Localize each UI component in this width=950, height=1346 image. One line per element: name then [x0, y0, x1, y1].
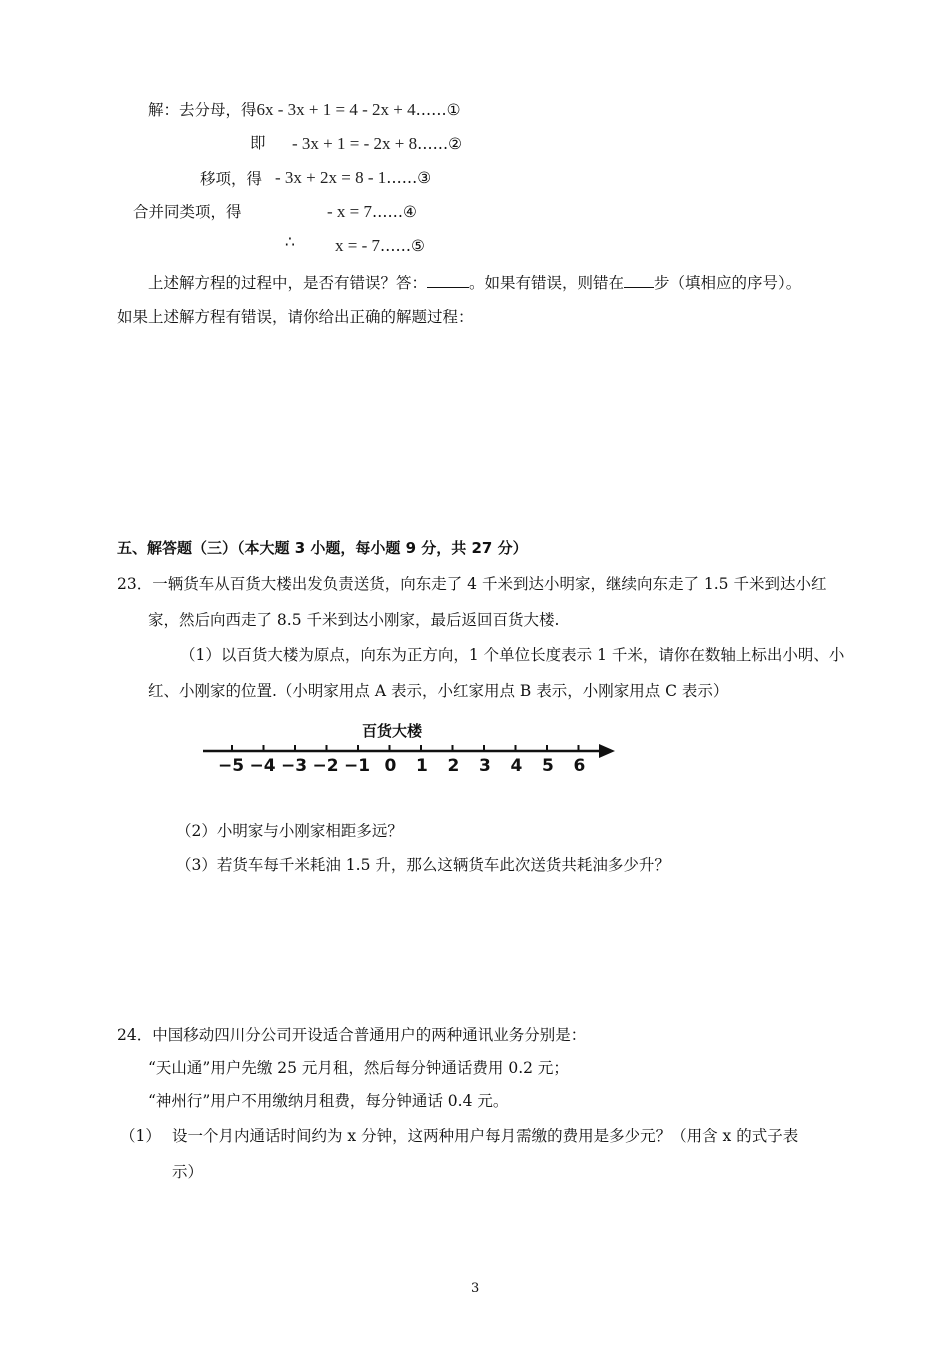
- q24-part1-number: （1）: [120, 1127, 161, 1145]
- solution-line-1: [148, 98, 461, 120]
- equation-3: - 3x + 2x = 8 - 1: [275, 168, 387, 187]
- solution-line-4-math: [327, 202, 417, 222]
- q23-part1-line-1: （1）以百货大楼为原点，向东为正方向，1 个单位长度表示 1 千米，请你在数轴上标出小明、小: [180, 646, 845, 664]
- number-line-arrow: [599, 744, 615, 758]
- solution-step-label: 解：去分母，得: [148, 101, 257, 119]
- q24-part1-line-2: 示）: [172, 1163, 204, 1181]
- tick-label: 3: [479, 756, 491, 776]
- tick-label: 6: [573, 756, 586, 776]
- section-heading: 五、解答题（三）（本大题 3 小题，每小题 9 分，共 27 分）: [117, 539, 528, 557]
- solution-line-5: [285, 233, 295, 251]
- solution-line-5-math: [335, 236, 425, 256]
- equation-4: - x = 7: [327, 202, 372, 221]
- solution-line-2: [250, 131, 266, 153]
- correct-process-prompt: 如果上述解方程有错误，请你给出正确的解题过程：: [117, 308, 474, 326]
- tick-label: −1: [344, 756, 371, 776]
- q23-part2: （2）小明家与小刚家相距多远？: [176, 822, 403, 840]
- equation-5: x = - 7: [335, 236, 380, 255]
- q24-stem-line-3: “神州行”用户不用缴纳月租费，每分钟通话 0.4 元。: [148, 1092, 509, 1110]
- q24-stem-line-2: “天山通”用户先缴 25 元月租，然后每分钟通话费用 0.2 元；: [148, 1059, 569, 1077]
- q23-stem-line-2: 家，然后向西走了 8.5 千米到达小刚家，最后返回百货大楼.: [148, 611, 560, 629]
- q23-part3: （3）若货车每千米耗油 1.5 升，那么这辆货车此次送货共耗油多少升？: [176, 856, 670, 874]
- q23-stem-line-1: 23．一辆货车从百货大楼出发负责送货，向东走了 4 千米到达小明家，继续向东走了 1.5 千米到达小红: [117, 575, 827, 593]
- q24-stem-line-1: 24．中国移动四川分公司开设适合普通用户的两种通讯业务分别是：: [117, 1026, 587, 1044]
- step-marker: ……③: [386, 169, 432, 187]
- equation-1: 6x - 3x + 1 = 4 - 2x + 4: [256, 100, 416, 119]
- solution-line-2-math: [292, 134, 462, 154]
- therefore-symbol: ∴: [285, 233, 295, 251]
- page-number: 3: [471, 1281, 480, 1296]
- q23-part1-line-2: 红、小刚家的位置.（小明家用点 A 表示，小红家用点 B 表示，小刚家用点 C 表示）: [148, 682, 729, 700]
- q24-part1-line-1: 设一个月内通话时间约为 x 分钟，这两种用户每月需缴的费用是多少元？（用含 x 的式子表: [172, 1127, 799, 1145]
- numberline-origin-label: 百货大楼: [362, 722, 423, 740]
- tick-label: 5: [542, 756, 554, 776]
- equation-2: - 3x + 1 = - 2x + 8: [292, 134, 418, 153]
- solution-line-3: [200, 167, 262, 189]
- tick-label: −4: [249, 756, 276, 776]
- tick-label: 1: [416, 756, 428, 776]
- tick-label: −3: [281, 756, 308, 776]
- tick-label: 4: [510, 756, 523, 776]
- solution-line-3-math: [275, 168, 431, 188]
- tick-label: −5: [218, 756, 245, 776]
- step-marker: ……②: [417, 135, 462, 153]
- solution-step-label: 移项，得: [200, 170, 263, 188]
- tick-label: −2: [312, 756, 339, 776]
- answer-blank-2[interactable]: [624, 273, 654, 288]
- solution-line-4: [133, 200, 242, 222]
- answer-blank-1[interactable]: [427, 273, 469, 288]
- step-marker: ……⑤: [380, 237, 425, 255]
- error-question: 上述解方程的过程中，是否有错误？答： 。如果有错误，则错在 步（填相应的序号）。: [148, 274, 802, 292]
- solution-step-label: 即: [250, 134, 266, 152]
- solution-step-label: 合并同类项，得: [133, 203, 242, 221]
- step-marker: ……①: [415, 101, 461, 119]
- step-marker: ……④: [372, 203, 417, 221]
- tick-label: 2: [447, 756, 460, 776]
- tick-label: 0: [384, 756, 397, 776]
